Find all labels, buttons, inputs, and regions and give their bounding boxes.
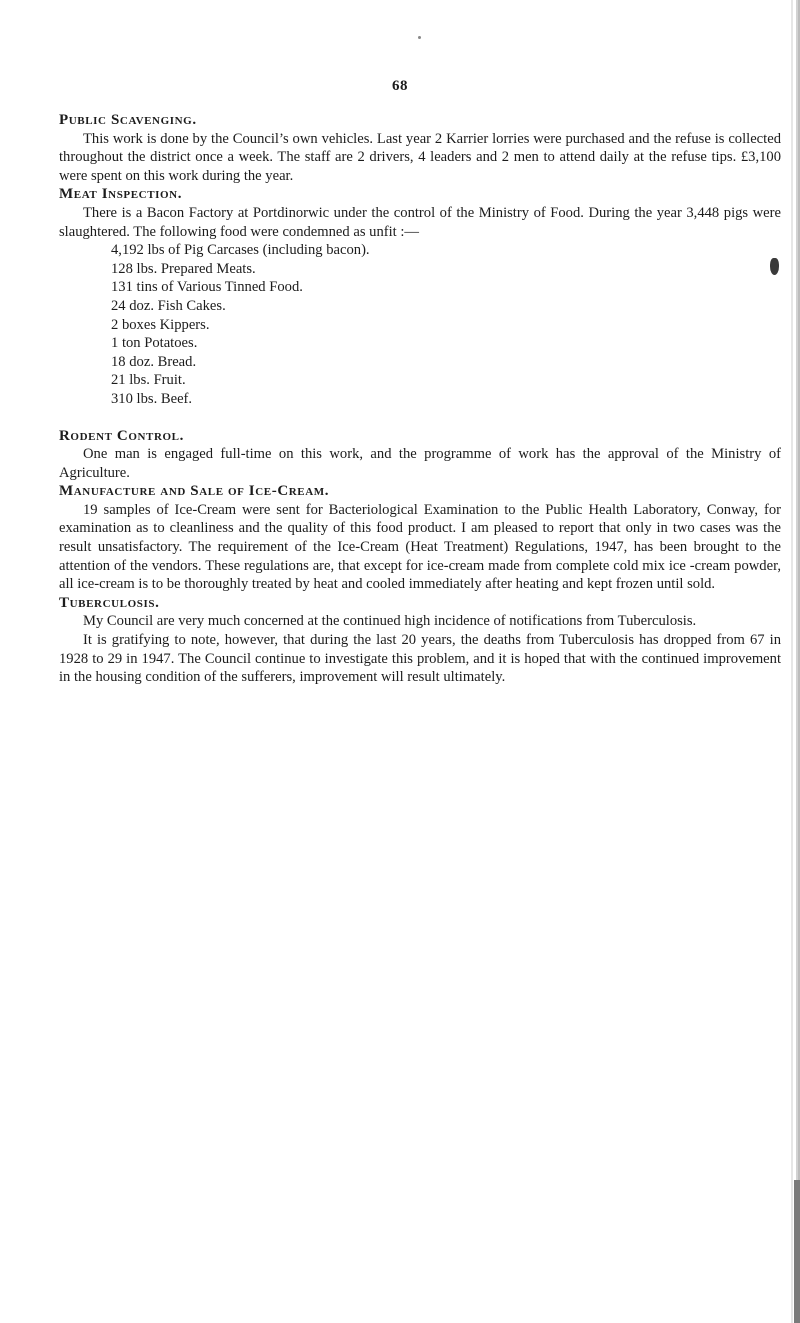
ink-smudge [770,258,779,275]
list-item: 18 doz. Bread. [111,353,197,370]
scan-edge-line [791,0,793,1323]
heading-rodent-control: Rodent Control. [59,427,184,444]
list-item: 131 tins of Various Tinned Food. [111,279,303,296]
paragraph-rodent-control: One man is engaged full-time on this work, and the programme of work has the approval of the Ministry of Agriculture. [59,446,781,481]
paragraph-meat-inspection: There is a Bacon Factory at Portdinorwic under the control of the Ministry of Food. During the year 3,448 pigs were slaughtered. The following food were condemned as unfit :— [59,204,781,240]
page-number: 68 [392,78,408,94]
heading-meat-inspection: Meat Inspection. [59,186,183,203]
heading-ice-cream: Manufacture and Sale of Ice-Cream. [59,483,330,500]
list-item: 21 lbs. Fruit. [111,372,186,389]
list-item: 128 lbs. Prepared Meats. [111,260,256,277]
list-item: 2 boxes Kippers. [111,316,210,333]
paragraph-tuberculosis-2: It is gratifying to note, however, that during the last 20 years, the deaths from Tuberculosis has dropped from 67 in 1928 to 29 in 1947. The Council continue to investigate this problem, and it is hoped that with the continued improvement in the housing condition of the sufferers, improvement will result ultimately. [59,632,781,686]
scan-edge-shadow [794,1180,800,1323]
paragraph-public-scavenging: This work is done by the Council’s own vehicles. Last year 2 Karrier lorries were purchased and the refuse is collected throughout the district once a week. The staff are 2 drivers, 4 leaders and 2 men to attend daily at the refuse tips. £3,100 were spent on this work during the year. [59,130,781,184]
list-item: 24 doz. Fish Cakes. [111,297,226,314]
page-content [59,111,781,687]
heading-public-scavenging: Public Scavenging. [59,112,197,128]
heading-tuberculosis: Tuberculosis. [59,594,160,611]
print-speck [418,36,421,39]
paragraph-ice-cream: 19 samples of Ice-Cream were sent for Bacteriological Examination to the Public Health Laboratory, Conway, for examination as to cleanliness and the quality of this food product. I am pleased to report that only in two cases was the result unsatisfactory. The requirement of the Ice-Cream (Heat Treatment) Regulations, 1947, has been brought to the attention of the vendors. These regulations are, that except for ice-cream made from complete cold mix ice -cream powder, all ice-cream is to be thoroughly treated by heat and cooled immediately after heating and kept frozen until sold. [59,501,781,593]
paragraph-tuberculosis-1: My Council are very much concerned at the continued high incidence of notifications from Tuberculosis. [83,613,697,630]
list-item: 310 lbs. Beef. [111,390,193,407]
list-item: 1 ton Potatoes. [111,335,198,352]
list-item: 4,192 lbs of Pig Carcases (including bacon). [111,242,370,259]
condemned-food-list [59,241,781,408]
section-gap [59,409,781,427]
